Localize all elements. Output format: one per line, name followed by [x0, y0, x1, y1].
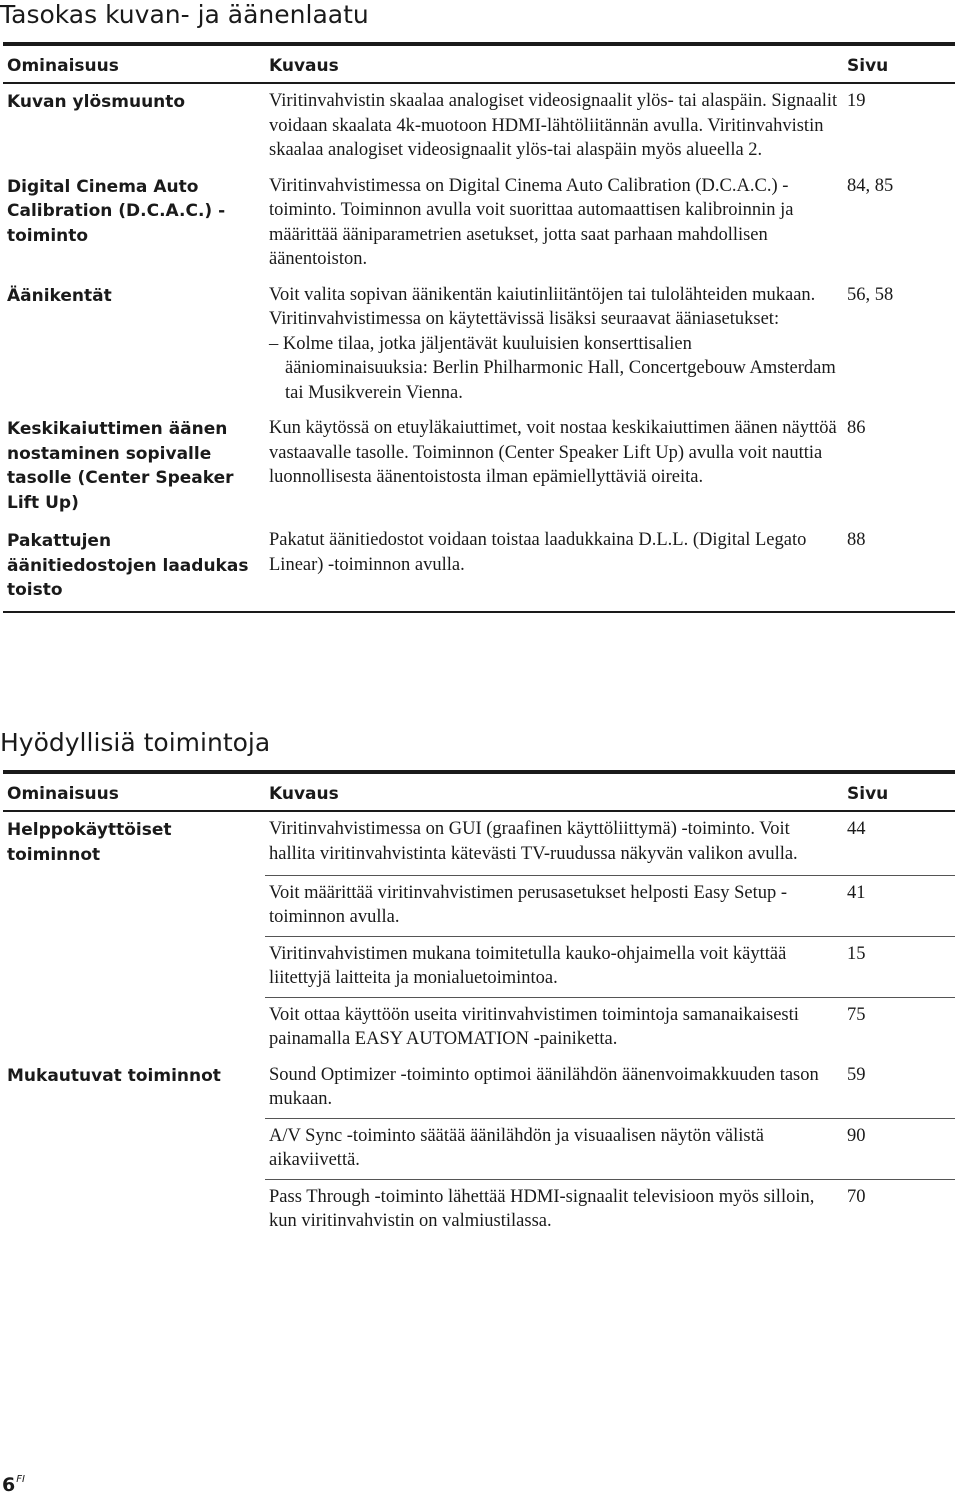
- table-header-row: [3, 44, 955, 83]
- column-header-description: Kuvaus: [269, 784, 339, 804]
- page-reference: 84, 85: [847, 175, 894, 196]
- page-reference: 56, 58: [847, 284, 894, 305]
- page-reference: 44: [847, 819, 866, 839]
- feature-name: Helppokäyttöiset toiminnot: [7, 820, 172, 865]
- feature-name: Pakattujen äänitiedostojen laadukas toisto: [7, 531, 249, 600]
- feature-description: [265, 278, 843, 412]
- table-row: [3, 169, 955, 278]
- table-row: [3, 811, 955, 875]
- table-row: [3, 936, 955, 997]
- column-header-feature: Ominaisuus: [7, 784, 119, 804]
- section-title-quality: Tasokas kuvan- ja äänenlaatu: [0, 0, 369, 29]
- feature-name: Digital Cinema Auto Calibration (D.C.A.C.) -toiminto: [7, 176, 226, 246]
- feature-description: Viritinvahvistimessa on GUI (graafinen käyttöliittymä) -toiminto. Voit hallita viritinvahvistinta kätevästi TV-ruudussa näkyvän valikon avulla.: [269, 819, 798, 864]
- page-reference: 15: [843, 936, 955, 997]
- table-row: [3, 1118, 955, 1179]
- table-header-row: [3, 772, 955, 811]
- feature-name: [3, 1118, 265, 1179]
- feature-description: Voit ottaa käyttöön useita viritinvahvistimen toimintoja samanaikaisesti painamalla EASY AUTOMATION -painiketta.: [265, 997, 843, 1058]
- feature-description: Viritinvahvistimessa on Digital Cinema Auto Calibration (D.C.A.C.) -toiminto. Toiminnon avulla voit suorittaa automaattisen kalibroinnin ja määrittää ääniparametrien asetukset, jotta saat parhaan mahdollisen äänentoiston.: [269, 175, 794, 269]
- feature-name: Kuvan ylösmuunto: [7, 92, 186, 112]
- feature-description: Kun käytössä on etuyläkaiuttimet, voit nostaa keskikaiuttimen äänen näyttöä vastaavalle tasolle. Toiminnon (Center Speaker Lift Up) avulla voit nauttia luonnollisesta äänentoistosta ilman epämiellyttäviä oireita.: [269, 418, 837, 487]
- page-number-value: 6: [2, 1474, 16, 1496]
- page-reference: 86: [847, 418, 866, 438]
- page-reference: 70: [843, 1179, 955, 1240]
- feature-name: [3, 997, 265, 1058]
- language-code: FI: [16, 1474, 25, 1485]
- useful-functions-table: [3, 770, 955, 1240]
- feature-description: Pass Through -toiminto lähettää HDMI-signaalit televisioon myös silloin, kun viritinvahvistin on valmiustilassa.: [265, 1179, 843, 1240]
- column-header-page: Sivu: [847, 784, 889, 804]
- column-header-page: Sivu: [847, 56, 889, 76]
- feature-name: [3, 1179, 265, 1240]
- section-title-useful-functions: Hyödyllisiä toimintoja: [0, 728, 271, 757]
- description-list-item: – Kolme tilaa, jotka jäljentävät kuuluisien konserttisalien ääniominaisuuksia: Berlin Philharmonic Hall, Concertgebouw Amsterdam tai Musikverein Vienna.: [269, 333, 836, 403]
- feature-name: [3, 875, 265, 936]
- table-row: [3, 1179, 955, 1240]
- feature-name: Keskikaiuttimen äänen nostaminen sopivalle tasolle (Center Speaker Lift Up): [7, 419, 234, 513]
- feature-name: Mukautuvat toiminnot: [7, 1065, 221, 1086]
- feature-description: Viritinvahvistin skaalaa analogiset videosignaalit ylös- tai alaspäin. Signaalit voidaan skaalata 4k-muotoon HDMI-lähtöliitännän avulla. Viritinvahvistin skaalaa analogiset videosignaalit ylös-tai alaspäin myös alueella 2.: [269, 91, 838, 160]
- page-reference: 59: [847, 1064, 866, 1085]
- feature-description: A/V Sync -toiminto säätää äänilähdön ja visuaalisen näytön välistä aikaviivettä.: [265, 1118, 843, 1179]
- table-row: [3, 83, 955, 169]
- feature-description: Sound Optimizer -toiminto optimoi äänilähdön äänenvoimakkuuden tason mukaan.: [269, 1064, 819, 1109]
- description-paragraph: Voit valita sopivan äänikentän kaiutinliitäntöjen tai tulolähteiden mukaan.: [269, 284, 816, 305]
- feature-description: Pakatut äänitiedostot voidaan toistaa laadukkaina D.L.L. (Digital Legato Linear) -toiminnon avulla.: [269, 530, 807, 575]
- feature-name: [3, 936, 265, 997]
- page-reference: 90: [843, 1118, 955, 1179]
- table-row: [3, 997, 955, 1058]
- page-reference: 19: [847, 91, 866, 111]
- table-row: [3, 875, 955, 936]
- description-paragraph: Viritinvahvistimessa on käytettävissä lisäksi seuraavat ääniasetukset:: [269, 309, 780, 329]
- page-reference: 75: [843, 997, 955, 1058]
- feature-name: Äänikentät: [7, 285, 112, 306]
- table-row: [3, 523, 955, 612]
- feature-description: Voit määrittää viritinvahvistimen perusasetukset helposti Easy Setup -toiminnon avulla.: [265, 875, 843, 936]
- table-row: [3, 1058, 955, 1119]
- page-number: [2, 1474, 25, 1496]
- table-row: [3, 278, 955, 412]
- column-header-feature: Ominaisuus: [7, 56, 119, 76]
- page-reference: 41: [843, 875, 955, 936]
- column-header-description: Kuvaus: [269, 56, 339, 76]
- table-row: [3, 411, 955, 523]
- feature-description: Viritinvahvistimen mukana toimitetulla kauko-ohjaimella voit käyttää liitettyjä laitteita ja monialuetoimintoa.: [265, 936, 843, 997]
- quality-features-table: [3, 42, 955, 613]
- page-reference: 88: [847, 530, 866, 550]
